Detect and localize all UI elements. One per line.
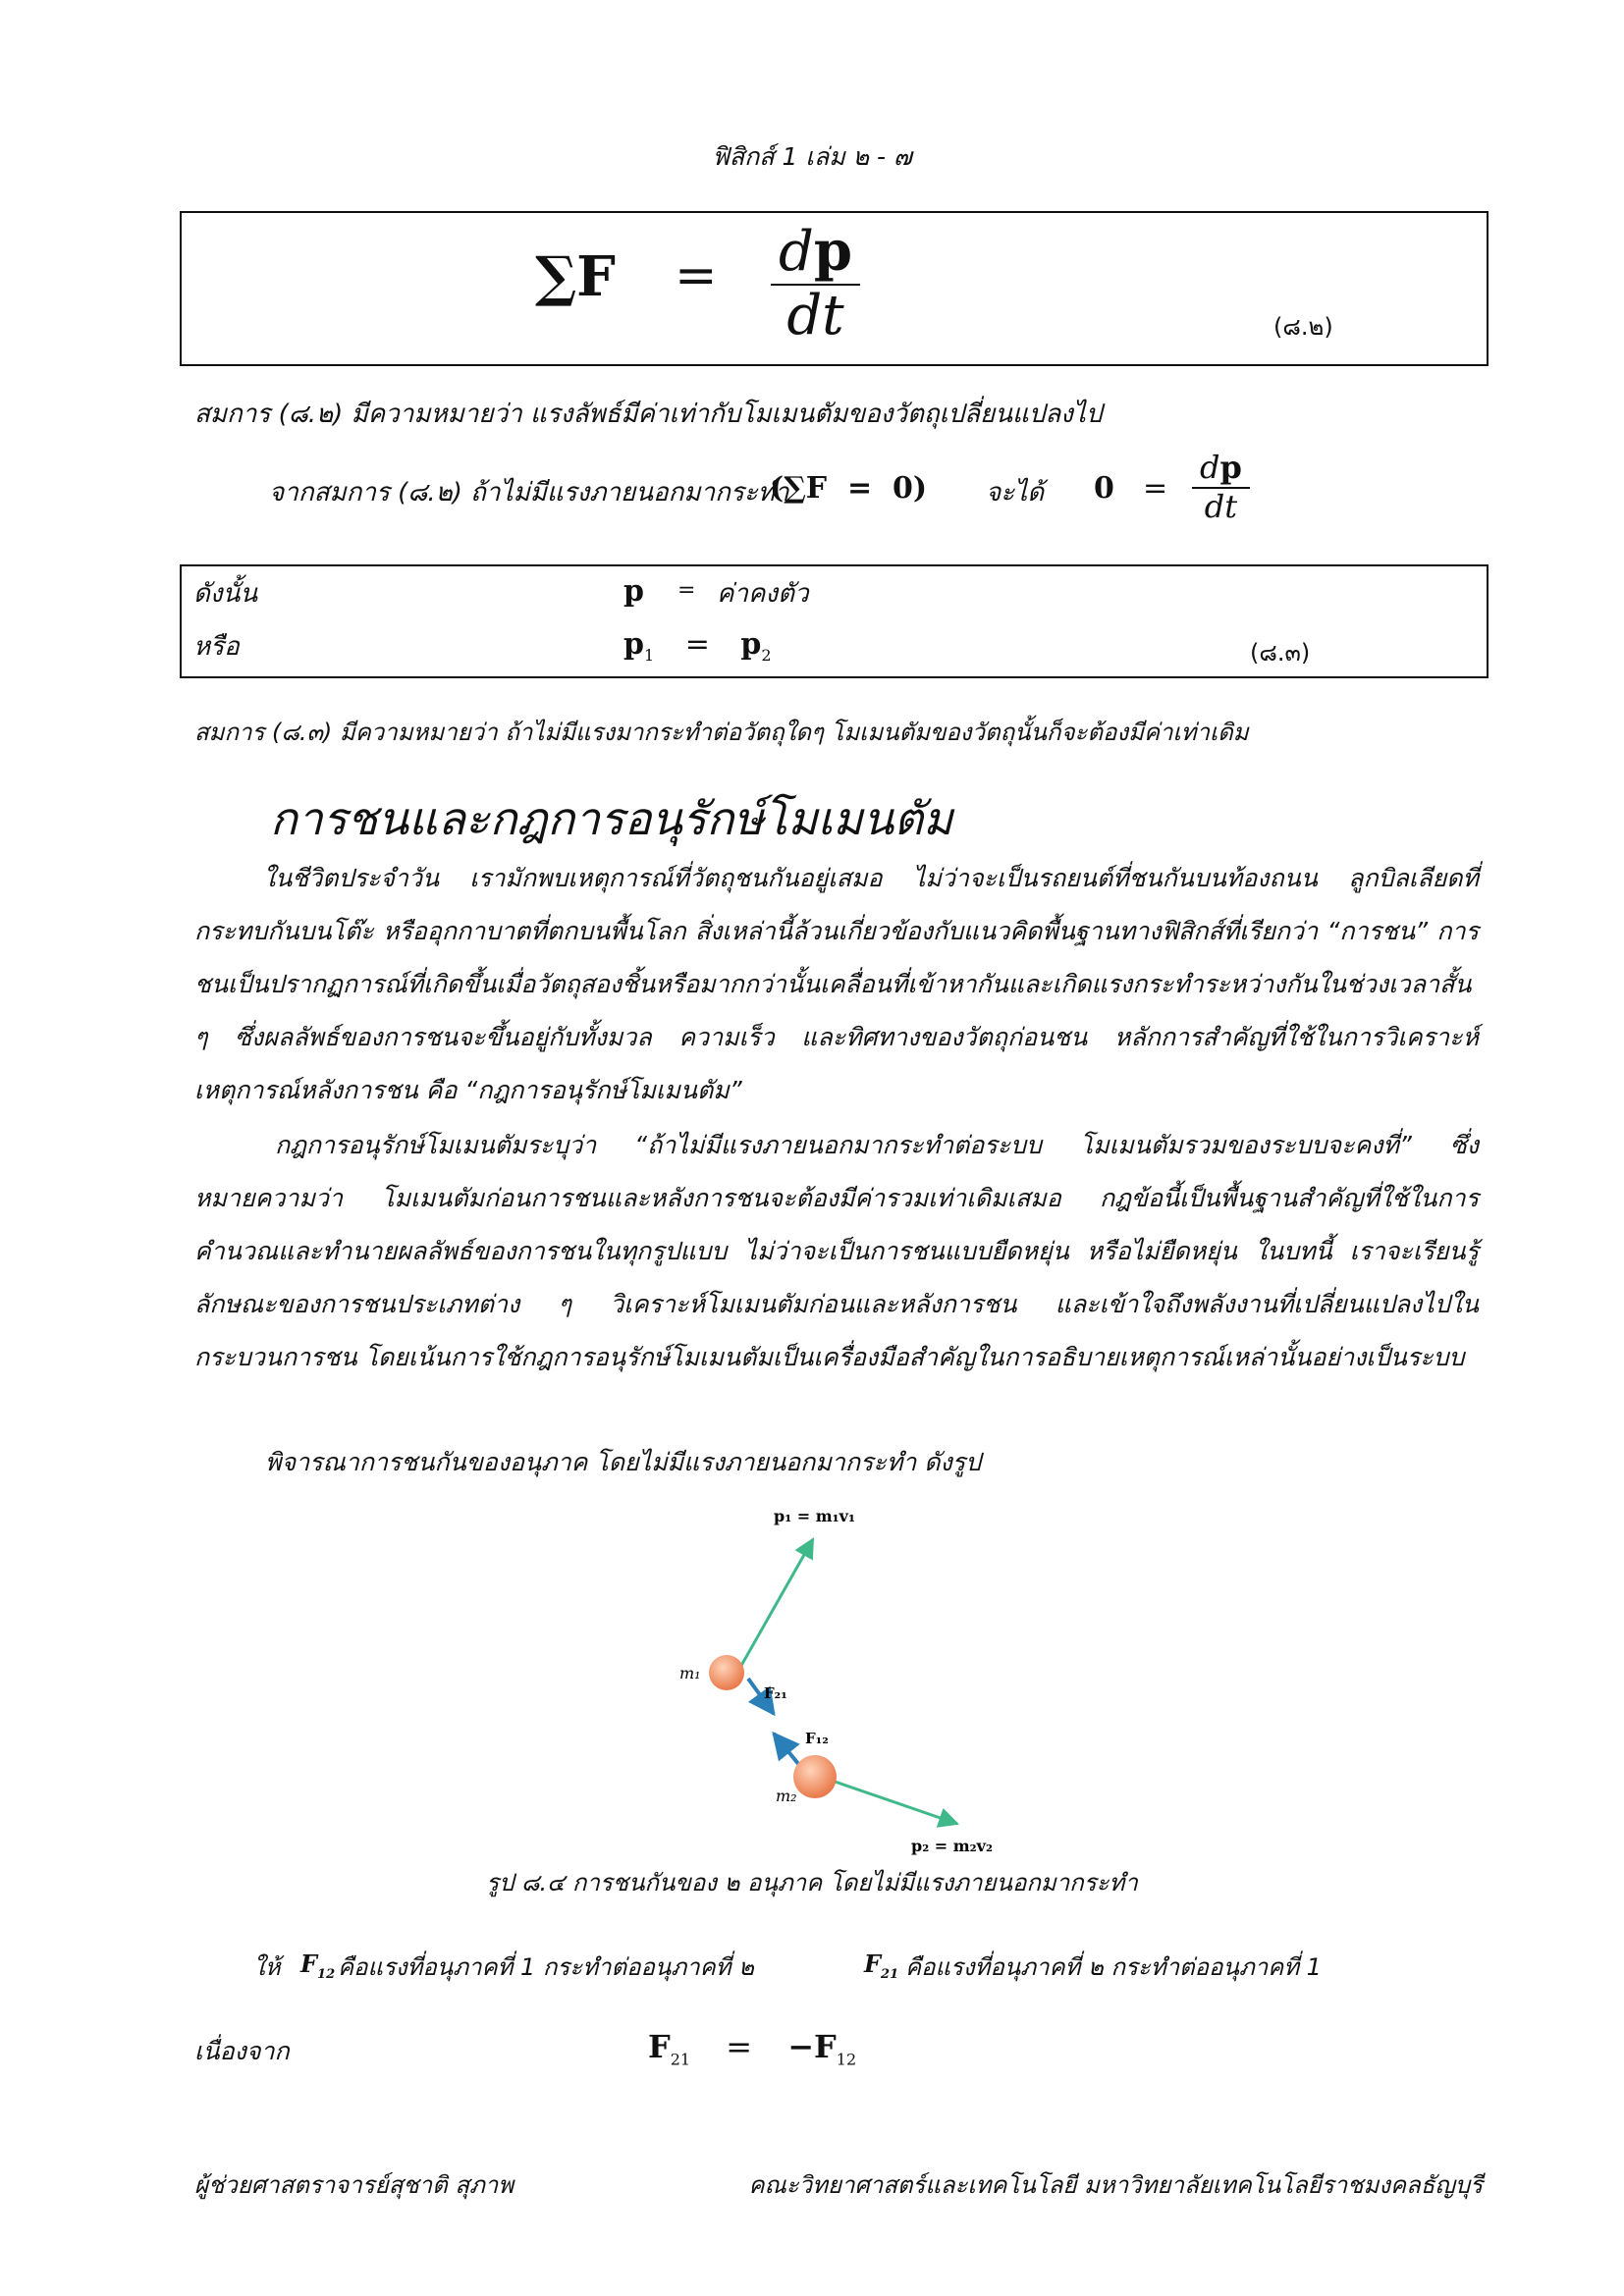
p2-momentum-arrow (815, 1775, 957, 1824)
line2-fraction-p: p (1219, 449, 1242, 486)
p1-label: p₁ = m₁v₁ (774, 1507, 855, 1525)
paragraph-conservation: กฎการอนุรักษ์โมเมนตัมระบุว่า “ถ้าไม่มีแรงภายนอกมากระทำต่อระบบ โมเมนตัมรวมของระบบจะคงที่” ซึ่งหมายความว่า โมเมนตัมก่อนการชนและหลังการชนจะต้องมีค่ารวมเท่าเดิมเสมอ กฎข้อนี้เป็นพื้นฐานสำคัญที่ใช้ในการคำนวณและทำนายผลลัพธ์ของการชนในทุกรูปแบบ ไม่ว่าจะเป็นการชนแบบยืดหยุ่น หรือไม่ยืดหยุ่น ในบทนี้ เราจะเรียนรู้ลักษณะของการชนประเภทต่าง ๆ วิเคราะห์โมเมนตัมก่อนและหลังการชน และเข้าใจถึงพลังงานที่เปลี่ยนแปลงไปในกระบวนการชน โดยเน้นการใช้กฎการอนุรักษ์โมเมนตัมเป็นเครื่องมือสำคัญในการอธิบายเหตุการณ์เหล่านั้นอย่างเป็นระบบ (194, 1131, 1479, 1371)
line2-condition: (∑F = 0) (770, 471, 928, 506)
fraction-d: d (779, 220, 814, 284)
sum-force: ∑F (535, 244, 616, 309)
line2-then: จะได้ (986, 478, 1045, 507)
equation-8-3-box (180, 564, 1489, 678)
p2-base: p (740, 627, 762, 662)
p1-sub: 1 (643, 646, 655, 665)
f21-definition: คือแรงที่อนุภาคที่ ๒ กระทำต่ออนุภาคที่ 1 (905, 1953, 1322, 1981)
f12-symbol: $F_{12}$ (300, 1949, 336, 1982)
p1-base: p (623, 627, 644, 662)
f21-lhs-sub: 21 (670, 2050, 691, 2069)
f21-symbol: $F_{21}$ (864, 1949, 899, 1982)
row2-equals: = (684, 627, 710, 662)
footer-author: ผู้ช่วยศาสตราจารย์สุชาติ สุภาพ (194, 2171, 514, 2199)
running-header: ฟิสิกส์ 1 เล่ม ๒ - ๗ (712, 142, 912, 171)
therefore-label: ดังนั้น (193, 579, 258, 609)
p1-equals-p2 (623, 627, 772, 665)
eq83-meaning: สมการ (๘.๓) มีความหมายว่า ถ้าไม่มีแรงมากระทำต่อวัตถุใดๆ โมเมนตัมของวัตถุนั้นก็จะต้องมีค่าเท่าเดิม (194, 719, 1249, 746)
let-label: ให้ (253, 1953, 281, 1981)
line2-fraction-dt: dt (1204, 487, 1238, 525)
footer-institution: คณะวิทยาศาสตร์และเทคโนโลยี มหาวิทยาลัยเทคโนโลยีราชมงคลธัญบุรี (748, 2171, 1483, 2199)
eq82-meaning: สมการ (๘.๒) มีความหมายว่า แรงลัพธ์มีค่าเท่ากับโมเมนตัมของวัตถุเปลี่ยนแปลงไป (194, 400, 1103, 429)
row1-equals: = (677, 578, 696, 603)
collision-figure (658, 1492, 1051, 1865)
f12-definition: คือแรงที่อนุภาคที่ 1 กระทำต่ออนุภาคที่ ๒ (338, 1953, 754, 1981)
f12-rhs: −F (787, 2028, 837, 2065)
or-label: หรือ (193, 632, 240, 662)
f12-label: F₁₂ (805, 1730, 829, 1747)
equals-sign: = (675, 246, 718, 305)
fraction-p: p (813, 219, 853, 284)
momentum-p: p (623, 574, 644, 609)
equation-number: (๘.๒) (1273, 313, 1333, 341)
final-equals: = (726, 2028, 753, 2065)
line2-fraction-d: d (1200, 449, 1220, 486)
p2-label: p₂ = m₂v₂ (911, 1837, 993, 1855)
line2-prefix: จากสมการ (๘.๒) ถ้าไม่มีแรงภายนอกมากระทำ (269, 478, 789, 507)
m2-label: m₂ (776, 1787, 797, 1805)
newton-third-law-equation (648, 2028, 856, 2068)
f12-force-arrow (774, 1734, 799, 1765)
equation-number-8-3: (๘.๓) (1250, 639, 1311, 667)
constant-label: ค่าคงตัว (717, 579, 809, 609)
consider-collision-line: พิจารณาการชนกันของอนุภาค โดยไม่มีแรงภายนอกมากระทำ ดังรูป (265, 1448, 982, 1476)
dp-dt-fraction (771, 219, 860, 347)
no-external-force-line (269, 449, 1487, 540)
fraction-dt: dt (786, 283, 844, 347)
line2-fraction (1192, 449, 1250, 525)
p2-sub: 2 (761, 646, 772, 665)
particle-m2 (793, 1755, 837, 1798)
f21-label: F₂₁ (764, 1684, 787, 1702)
p1-momentum-arrow (738, 1539, 813, 1671)
section-title: การชนและกฎการอนุรักษ์โมเมนตัม (270, 792, 953, 845)
line2-equals: = (1143, 471, 1168, 506)
line2-zero: 0 (1094, 471, 1114, 506)
paragraph-collisions: ในชีวิตประจำวัน เรามักพบเหตุการณ์ที่วัตถุชนกันอยู่เสมอ ไม่ว่าจะเป็นรถยนต์ที่ชนกันบนท้องถนน ลูกบิลเลียดที่กระทบกันบนโต๊ะ หรืออุกกาบาตที่ตกบนพื้นโลก สิ่งเหล่านี้ล้วนเกี่ยวข้องกับแนวคิดพื้นฐานทางฟิสิกส์ที่เรียกว่า “การชน” การชนเป็นปรากฏการณ์ที่เกิดขึ้นเมื่อวัตถุสองชิ้นหรือมากกว่านั้นเคลื่อนที่เข้าหากันและเกิดแรงกระทำระหว่างกันในช่วงเวลาสั้น ๆ ซึ่งผลลัพธ์ของการชนจะขึ้นอยู่กับทั้งมวล ความเร็ว และทิศทางของวัตถุก่อนชน หลักการสำคัญที่ใช้ในการวิเคราะห์เหตุการณ์หลังการชน คือ “กฎการอนุรักษ์โมเมนตัม” (194, 864, 1479, 1104)
f21-lhs: F (648, 2028, 671, 2065)
since-label: เนื่องจาก (194, 2037, 290, 2065)
figure-caption: รูป ๘.๔ การชนกันของ ๒ อนุภาค โดยไม่มีแรงภายนอกมากระทำ (486, 1869, 1138, 1896)
particle-m1 (709, 1655, 744, 1690)
force-definitions (253, 1948, 1490, 1991)
collision-diagram (658, 1492, 1051, 1865)
m1-label: m₁ (679, 1664, 701, 1682)
f12-rhs-sub: 12 (836, 2050, 857, 2069)
equation-8-2-box (180, 211, 1489, 366)
